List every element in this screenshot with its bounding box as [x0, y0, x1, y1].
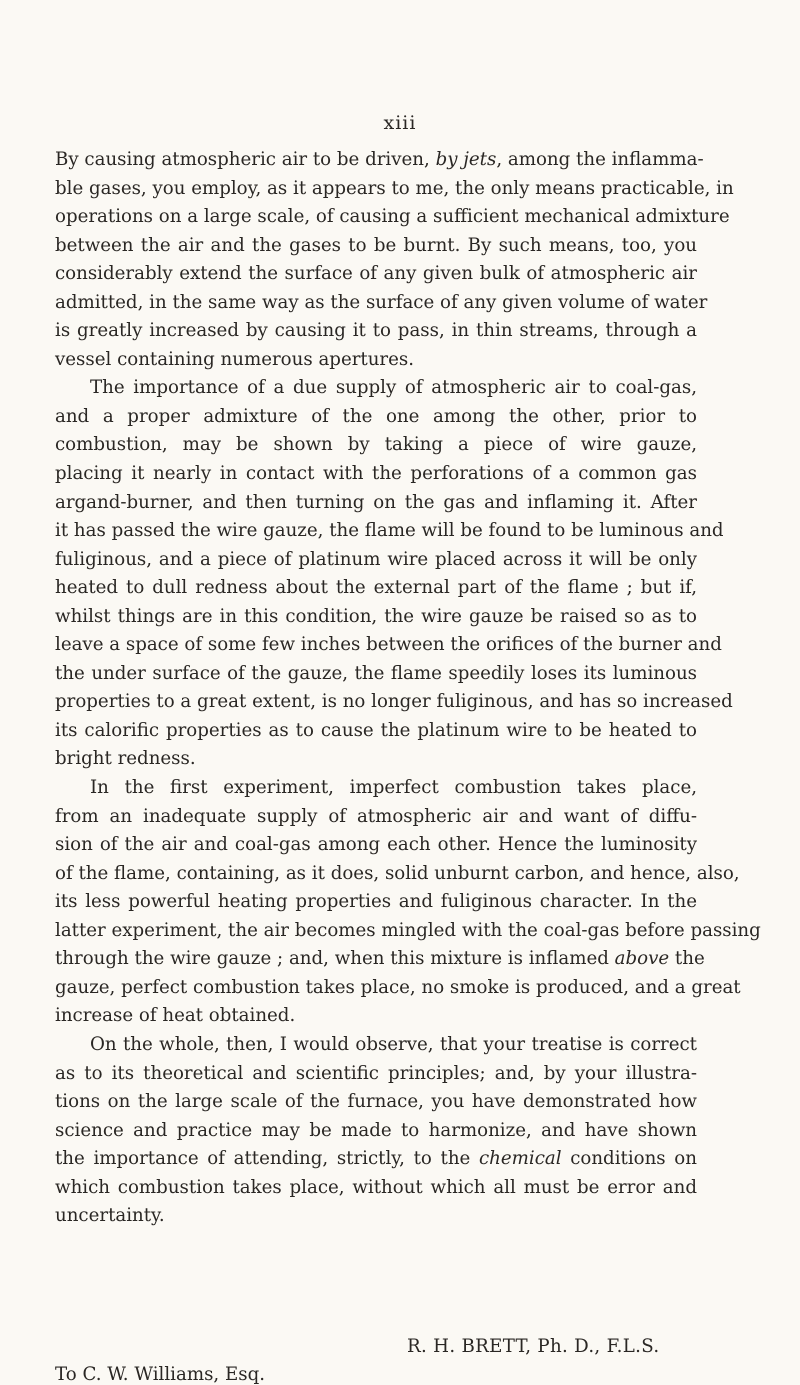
text-run: from an inadequate supply of atmospheric air and want of diffu-: [55, 805, 697, 827]
italic-phrase: above: [614, 948, 670, 970]
text-run: combustion, may be shown by taking a piece of wire gauze,: [55, 434, 697, 456]
text-line: [55, 489, 697, 518]
text-line: [55, 460, 697, 489]
text-run: properties to a great extent, is no longer fuliginous, and has so increased: [55, 691, 733, 713]
text-line: [55, 917, 761, 946]
text-line: [55, 574, 697, 603]
text-line: [55, 688, 733, 717]
text-run: bright redness.: [55, 748, 196, 770]
text-run: heated to dull redness about the external part of the flame ; but if,: [55, 577, 697, 599]
text-run: the under surface of the gauze, the flame speedily loses its luminous: [55, 662, 697, 684]
text-run: as to its theoretical and scientific principles; and, by your illustra-: [55, 1062, 697, 1084]
text-line: [55, 1060, 697, 1089]
text-run: , among the inflamma-: [496, 149, 704, 170]
letter-body: [55, 146, 761, 1231]
text-run: considerably extend the surface of any given bulk of atmospheric air: [55, 263, 697, 285]
text-run: admitted, in the same way as the surface of any given volume of water: [55, 291, 708, 313]
page-number: xiii: [383, 112, 417, 134]
text-run: its calorific properties as to cause the platinum wire to be heated to: [55, 719, 697, 741]
text-line: [55, 974, 741, 1003]
italic-phrase: chemical: [478, 1148, 562, 1170]
text-run: the: [669, 948, 705, 970]
text-line: [55, 546, 697, 575]
text-line: [55, 774, 697, 803]
text-run: increase of heat obtained.: [55, 1005, 296, 1027]
signature: R. H. BRETT, Ph. D., F.L.S.: [407, 1336, 660, 1357]
text-line: [55, 1088, 697, 1117]
text-run: the importance of attending, strictly, to the: [55, 1148, 479, 1170]
text-line: [55, 232, 697, 261]
text-run: uncertainty.: [55, 1205, 165, 1227]
text-run: is greatly increased by causing it to pass, in thin streams, through a: [55, 320, 697, 342]
text-line: [55, 1202, 697, 1231]
text-line: [55, 603, 697, 632]
text-run: On the whole, then, I would observe, that your treatise is correct: [90, 1033, 697, 1055]
text-run: In the first experiment, imperfect combustion takes place,: [90, 777, 697, 799]
text-line: [55, 888, 697, 917]
text-run: sion of the air and coal-gas among each other. Hence the luminosity: [55, 834, 697, 856]
text-line: [55, 146, 704, 175]
text-line: [55, 175, 734, 204]
text-line: [55, 289, 708, 318]
text-line: [55, 346, 697, 375]
text-line: [55, 203, 730, 232]
text-line: [55, 403, 697, 432]
text-run: through the wire gauze ; and, when this mixture is inflamed: [55, 948, 615, 970]
text-line: [55, 260, 697, 289]
text-line: [55, 374, 697, 403]
text-run: latter experiment, the air becomes mingled with the coal-gas before passing: [55, 919, 761, 941]
text-run: whilst things are in this condition, the wire gauze be raised so as to: [55, 605, 697, 627]
text-run: tions on the large scale of the furnace, you have demonstrated how: [55, 1091, 697, 1113]
text-run: leave a space of some few inches between the orifices of the burner and: [55, 634, 722, 656]
text-run: fuliginous, and a piece of platinum wire placed across it will be only: [55, 548, 697, 570]
text-run: operations on a large scale, of causing a sufficient mechanical admixture: [55, 206, 730, 228]
text-run: which combustion takes place, without which all must be error and: [55, 1176, 697, 1198]
italic-phrase: by jets: [435, 149, 497, 170]
text-run: of the flame, containing, as it does, solid unburnt carbon, and hence, also,: [55, 862, 740, 884]
text-line: [55, 803, 697, 832]
text-run: its less powerful heating properties and fuliginous character. In the: [55, 891, 697, 913]
text-run: between the air and the gases to be burnt. By such means, too, you: [55, 234, 697, 256]
text-line: [55, 1002, 697, 1031]
text-run: The importance of a due supply of atmospheric air to coal-gas,: [90, 377, 697, 399]
text-line: [55, 745, 697, 774]
text-line: [55, 831, 697, 860]
text-line: [55, 1145, 697, 1174]
text-line: [55, 1117, 697, 1146]
text-line: [55, 517, 724, 546]
text-line: [55, 1174, 697, 1203]
text-line: [55, 660, 697, 689]
addressee: To C. W. Williams, Esq.: [55, 1364, 266, 1385]
text-run: science and practice may be made to harmonize, and have shown: [55, 1119, 697, 1141]
text-run: gauze, perfect combustion takes place, no smoke is produced, and a great: [55, 976, 741, 998]
text-run: argand-burner, and then turning on the gas and inflaming it. After: [55, 491, 697, 513]
text-line: [55, 317, 697, 346]
text-line: [55, 860, 740, 889]
text-line: [55, 717, 697, 746]
text-line: [55, 1031, 697, 1060]
text-run: placing it nearly in contact with the perforations of a common gas: [55, 463, 697, 485]
text-run: and a proper admixture of the one among the other, prior to: [55, 405, 697, 427]
text-run: ble gases, you employ, as it appears to me, the only means practicable, in: [55, 177, 734, 199]
text-run: conditions on: [561, 1148, 697, 1170]
text-line: [55, 431, 697, 460]
text-line: [55, 945, 705, 974]
text-run: it has passed the wire gauze, the flame will be found to be luminous and: [55, 520, 724, 542]
text-run: By causing atmospheric air to be driven,: [55, 149, 436, 170]
text-line: [55, 631, 722, 660]
text-run: vessel containing numerous apertures.: [55, 348, 414, 370]
